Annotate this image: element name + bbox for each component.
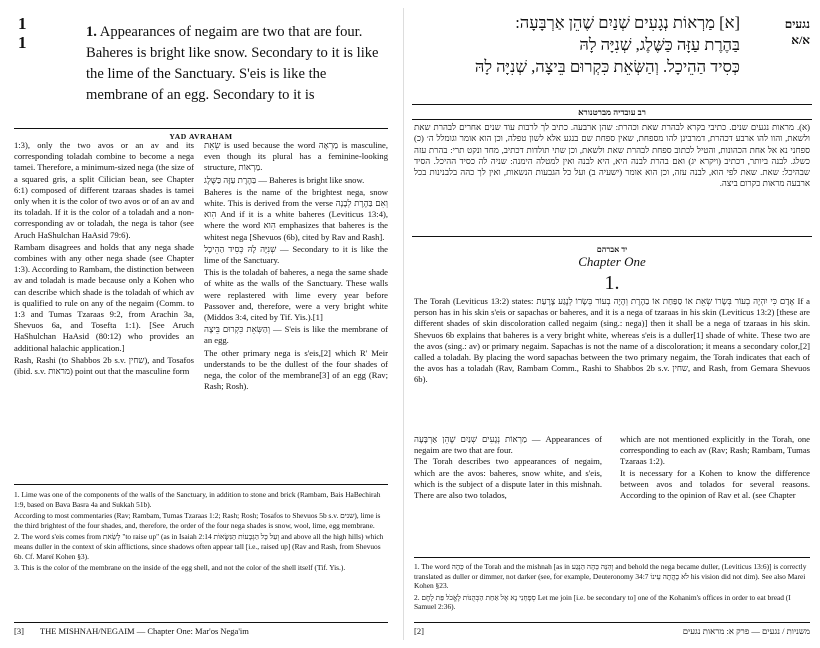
footnote: 2. The word s'eis comes from לְשֵׂאת "to raise up" (as in Isaiah 2:14 וְעַל כָּל הַגְּבָעוֹת הַנִּשָּׂאוֹת and above all the high hills) which means duller in the context of skin afflictions, since shadows often appear tall [i.e., raised up] (Rav and Rash, from Shevuos 6b. Cf. Mareï Kohen §3). [14,532,384,561]
running-title: THE MISHNAH/NEGAIM — Chapter One: Mar'os Nega'im [39,626,249,636]
heading-line: four. Baheres is bright like snow. Secondary [86,24,363,61]
commentary-column-2 [620,434,810,501]
running-title: משניות / נגעים — פרק א: מראות נגעים [682,626,810,636]
mishnah-reference: 1 1 [18,14,27,52]
footnote: 3. This is the color of the membrane on the inside of the egg shell, and not the color of the shell itself (Tif. Yis.). [14,563,346,573]
footnote: 1. The word כֵּהָה of the Torah and the mishnah [as in וְהִנֵּה כֵּהָה הַנֶּגַע and behold the nega became duller, (Leviticus 13:6)] is correctly translated as duller or dimmer, not darker (see, for example, Deuteronomy 34:7 לֹא כָהֲתָה עֵינוֹ his vision did not dim). See also Marei Kohen §23. [414,562,807,591]
heading-line: בַּהֶרֶת עַזָּה כַּשֶּׁלֶג, שְׁנִיָּה לָהּ [579,35,740,54]
heading-line: [א] מַרְאוֹת נְגָעִים שְׁנַיִם שֶׁהֵן אַרְבָּעָה: [515,13,740,32]
paragraph: שְׁנִיָּה לָהּ כְּסִיד הַהֵיכָל — Secondary to it is like the lime of the Sanctuary. [204,243,389,266]
footnote: 1. Lime was one of the components of the walls of the Sanctuary, in addition to stone and brick (Rambam, Bais HaBechirah 1:9, based on Bava Basra 4a and Sukkah 51b). [14,490,381,509]
heading-line: כְּסִיד הַהֵיכָל. וְהַשְּׂאֵת כִּקְרוּם בֵּיצָה, שְׁנִיָּה לָהּ [474,57,740,76]
commentary-column-1 [14,140,194,378]
mishnah-number: 1. [86,24,97,40]
commentary-title: רב עובדיה מברטנורא [412,104,812,120]
paragraph: This is the toladah of baheres, a nega the same shade of white as the walls of the Sanctuary. These walls were replastered with lime every year before Passover and, therefore, were a very bright white (Middos 3:4, cited by Tif. Yis.).[1] [204,267,388,323]
heading-line: Appearances of negaim are two that are [99,24,332,40]
left-page [0,0,396,648]
paragraph: Baheres is the name of the brightest nega, snow white. This is derived from the verse וְאִם בַּהֶרֶת לְבָנָה הִוא And if it is a white baheres (Leviticus 13:4), where the word הִוא emphasizes that baheres is the whitest nega [Shevuos (6b), cited by Rav and Rash]. [204,186,388,242]
tractate-label: נגעים א/א [784,17,810,47]
paragraph: Rash, Rashi (to Shabbos 2b s.v. שחין), and Tosafos (ibid. s.v. מראות) point out that the masculine form [14,354,194,377]
paragraph: The Torah describes two appearances of negaim, which are the avos: baheres, snow white, and s'eis, which is the subject of a dispute later in this mishnah. There are also two tolados, [414,456,602,501]
paragraph: The other primary nega is s'eis,[2] which R' Meir understands to be the dullest of the four shades of nega, the color of the membrane[3] of an egg (Rav; Rash; Rosh). [204,347,388,392]
paragraph: וְהַשְּׂאֵת כִּקְרוּם בֵּיצָה — S'eis is like the membrane of an egg. [204,324,388,346]
chapter-title: Chapter One [578,254,646,269]
paragraph: בַּהֶרֶת עַזָּה כַּשֶּׁלֶג — Baheres is bright like snow. [204,174,365,185]
page-footer [14,622,388,636]
page-gutter [403,8,404,640]
section-title: יד אברהם [412,236,812,254]
paragraph: שְׂאֵת is used because the word מַרְאָה is masculine, even though its plural has a feminine-looking structure, מַרְאוֹת. [204,140,388,173]
paragraph: Rambam disagrees and holds that any nega shade combines with any other nega shade (see Chapter 1:3). According to Rambam, the distinction between av and toladah is made because only a Kohen who can describe which shade is the toladah of which av is qualified to rule on any of the negaim (Comm. to 1:3 and Tumas Tzaraas 9:2, from Arachin 3a, Shevuos 6a, and Tosefta 1:1). [See Aruch HaShulchan HaAsid (80:12) who provides an additional halachic application.] [14,241,194,353]
commentary-column-2 [204,140,388,393]
footnote: 2. סְפָחֵנִי נָא אֶל אַחַת הַכְּהֻנּוֹת לֶאֱכֹל פַּת לָחֶם Let me join [i.e. be secondary to] one of the Kohanim's offices in order to eat bread (I Samuel 2:36). [414,592,791,612]
mishnah-hebrew-text [424,12,740,78]
footnote: According to most commentaries (Rav; Rambam, Tumas Tzaraas 1:2; Rash; Rosh; Tosafos to Shevuos 5b s.v. שנים), lime is the third brightest of the four shades, and, therefore, the order of the four nega shades is snow, wool, lime, egg membrane. [14,511,381,530]
right-page [412,0,820,648]
section-title: YAD AVRAHAM [14,128,388,141]
paragraph: מַרְאוֹת נְגָעִים שְׁנַיִם שֶׁהֵן אַרְבָּעָה — Appearances of negaim are two that are four. [414,434,602,456]
commentary-column-1 [414,434,602,501]
bartenura-commentary: (א). מראות נגעים שנים. כתיבי בקרא לבהרת שאת וכהרת: שהן ארבעה. כתיב לך לרבות עוד שנים אחרים לבהרת שאת ולשאת, והוו להו ארבע דכהרת, דמרבינן להו מספחת, שאין ספחת שם בנגע אלא לשון טפלה, וכן הוא אומר וגומלל ה׳ (כ) ספחני נא אל אחת הכהונות, והטיל לכתוב ספחת לבהרת שאת ולשאת, וכן שתי תולדות דכתיב, מחד ונקט תרי: בהרת עזה כשלג. לבנה ביותר, דכתיב (ויקרא יג) ואם בהרת לבנה היא, היא לבנה ואין למטלה הימנה: שניה לה כסיד ההיכל. הסיד שבהיכל: שאת. שאת לפי הוא, לבנה עזה, וכן הוא אומר (ישעיה ב) ועל כל הגבעות הנשאות, ואין לך כהה בלבנינות בכל ארבעה מראות כקרום ביצה. [414,122,810,189]
paragraph: which are not mentioned explicitly in the Torah, one corresponding to each av (Rav; Rash; Rambam, Tumas Tzaraas 1:2). [620,434,810,467]
footnotes [414,557,810,614]
introduction-paragraph: The Torah (Leviticus 13:2) states: אָדָם כִּי יִהְיֶה בְעוֹר בְּשָׂרוֹ שְׂאֵת אוֹ סַפַּחַת אוֹ בַהֶרֶת וְהָיָה בְעוֹר בְּשָׂרוֹ לְנֶגַע צָרָעַת If a person has in his skin s'eis or sapachas or baheres, and it is a nega of tzaraas in his skin (Leviticus 13:2) [these are different shades of skin discoloration called negaim (sing.: nega)] then it shall be a nega of tzaraas in his skin. Shevuos 6b explains that baheres is a very bright white, whereas s'eis is a duller[1] shade of white. These two are the avos (sing.: av) or primary negaim. Sapachas is not the name of a discoloration; it means a secondary color,[2] called a toladah. By placing the word sapachas between the two primary negaim, the Torah indicates that each of the avos has a toladah (Rav, Rambam Comm., Rashi to Shabbos 2b s.v. שחין, and Rash, from Gemara Shevuos 6b). [414,296,810,385]
paragraph: It is necessary for a Kohen to know the difference between avos and tolados for several reasons. According to the opinion of Rav et al. (see Chapter [620,467,810,501]
page-footer [414,622,810,636]
page-number: [2] [414,626,424,636]
paragraph: 1:3), only the two avos or an av and its corresponding toladah combine to become a nega tamei. Therefore, a minimum-sized nega (the size of a squared gris, a split Cilician bean, see Chapter 6:1) composed of different tzaraas shades is tamei only when it is the color of two avos or of an av and its toladah. If it is the color of a toladah and a non-corresponding av or toladah, the nega is tahor (see Aruch HaShulchan HaAsid 79:6). [14,140,194,240]
heading-line: to it is like the lime of the Sanctuary. S'eis is [86,45,379,82]
heading-line: like the membrane of an egg. Secondary to it is [86,66,327,103]
page-number: [3] [14,626,24,636]
mishnah-number: 1. [604,272,620,294]
footnotes [14,484,388,575]
mishnah-translation [86,22,386,106]
